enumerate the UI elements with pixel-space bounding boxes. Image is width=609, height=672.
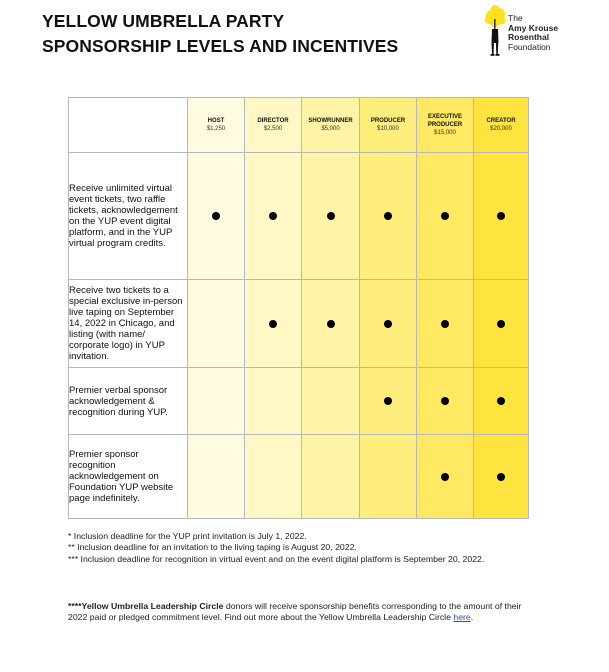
incentive-cell [302,435,360,519]
footnote: ** Inclusion deadline for an invitation to the living taping is August 20, 2022. [68,542,357,553]
logo-line-2: Amy Krouse [508,22,559,33]
level-name: PRODUCER [370,117,406,124]
included-dot-icon [441,320,449,328]
level-price: $20,000 [490,125,512,132]
included-dot-icon [497,320,505,328]
header-empty-cell [69,98,188,153]
included-dot-icon [497,473,505,481]
logo-text [508,14,558,52]
leadership-circle-note [68,601,538,624]
level-header [360,98,417,153]
level-price: $2,500 [263,125,283,132]
incentive-cell [474,368,529,435]
level-header [417,98,474,153]
table-row [69,435,529,519]
incentive-description: Premier sponsor recognition acknowledgement on Foundation YUP website page indefinitely. [69,435,188,519]
incentive-cell [360,280,417,368]
incentive-description: Receive unlimited virtual event tickets, two raffle tickets, acknowledgement on the YUP event digital platform, and in the YUP virtual program credits. [69,153,188,280]
incentive-cell [417,435,474,519]
title-line-2: SPONSORSHIP LEVELS AND INCENTIVES [42,36,399,56]
page-title [42,9,398,59]
level-header [188,98,245,153]
incentive-cell [474,280,529,368]
included-dot-icon [497,212,505,220]
logo-line-4: Foundation [508,41,551,52]
footnotes [68,531,538,565]
incentive-cell [188,368,245,435]
included-dot-icon [441,473,449,481]
level-price: $5,000 [321,125,340,132]
foundation-logo [482,5,602,60]
incentive-cell [302,280,360,368]
included-dot-icon [441,397,449,405]
included-dot-icon [441,212,449,220]
incentive-cell [188,435,245,519]
incentive-description: Premier verbal sponsor acknowledgement & recognition during YUP. [69,368,188,435]
incentive-cell [360,368,417,435]
leadership-stars: **** [68,601,82,611]
level-header [302,98,360,153]
included-dot-icon [212,212,220,220]
table-header-row [69,98,529,153]
level-price: $15,000 [434,129,456,136]
level-header [474,98,529,153]
incentive-description: Receive two tickets to a special exclusive in-person live taping on September 14, 2022 in Chicago, and listing (with name/ corporate logo) in YUP invitation. [69,280,188,368]
level-name: HOST [207,117,225,124]
level-name: SHOWRUNNER [308,117,353,124]
leadership-circle-text: donors will receive sponsorship benefits corresponding to the amount of their 2022 paid or pledged commitment level. Find out more about the Yellow Umbrella Leadership Circle [68,601,522,623]
included-dot-icon [384,320,392,328]
included-dot-icon [497,397,505,405]
leadership-circle-link[interactable]: here [453,612,471,623]
incentive-cell [417,368,474,435]
included-dot-icon [269,320,277,328]
level-name: CREATOR [486,117,516,124]
incentive-cell [245,435,302,519]
leadership-circle-end: . [470,612,474,623]
included-dot-icon [269,212,277,220]
incentive-cell [188,280,245,368]
leadership-circle-name: Yellow Umbrella Leadership Circle [81,601,224,611]
included-dot-icon [384,397,392,405]
level-price: $10,000 [377,125,399,132]
incentives-body [69,153,529,519]
incentive-cell [188,153,245,280]
included-dot-icon [384,212,392,220]
level-name: EXECUTIVE PRODUCER [427,113,463,128]
incentive-cell [417,280,474,368]
sponsorship-levels-table [68,97,529,519]
footnote: *** Inclusion deadline for recognition in virtual event and on the event digital platform is September 20, 2022. [68,553,485,564]
yellow-umbrella-figure-icon [482,5,508,59]
logo-line-1: The [508,13,523,23]
logo-line-3: Rosenthal [508,32,550,42]
title-line-1: YELLOW UMBRELLA PARTY [42,11,285,31]
level-header [245,98,302,153]
incentive-cell [245,368,302,435]
incentive-cell [245,153,302,280]
incentive-cell [245,280,302,368]
incentive-cell [360,435,417,519]
included-dot-icon [327,212,335,220]
incentive-cell [360,153,417,280]
level-price: $1,250 [206,125,226,132]
incentive-cell [417,153,474,280]
footnote: * Inclusion deadline for the YUP print invitation is July 1, 2022. [68,531,307,541]
level-name: DIRECTOR [257,117,289,124]
table-row [69,368,529,435]
incentive-cell [474,435,529,519]
included-dot-icon [327,320,335,328]
incentive-cell [302,153,360,280]
table-row [69,280,529,368]
incentive-cell [302,368,360,435]
table-row [69,153,529,280]
incentive-cell [474,153,529,280]
